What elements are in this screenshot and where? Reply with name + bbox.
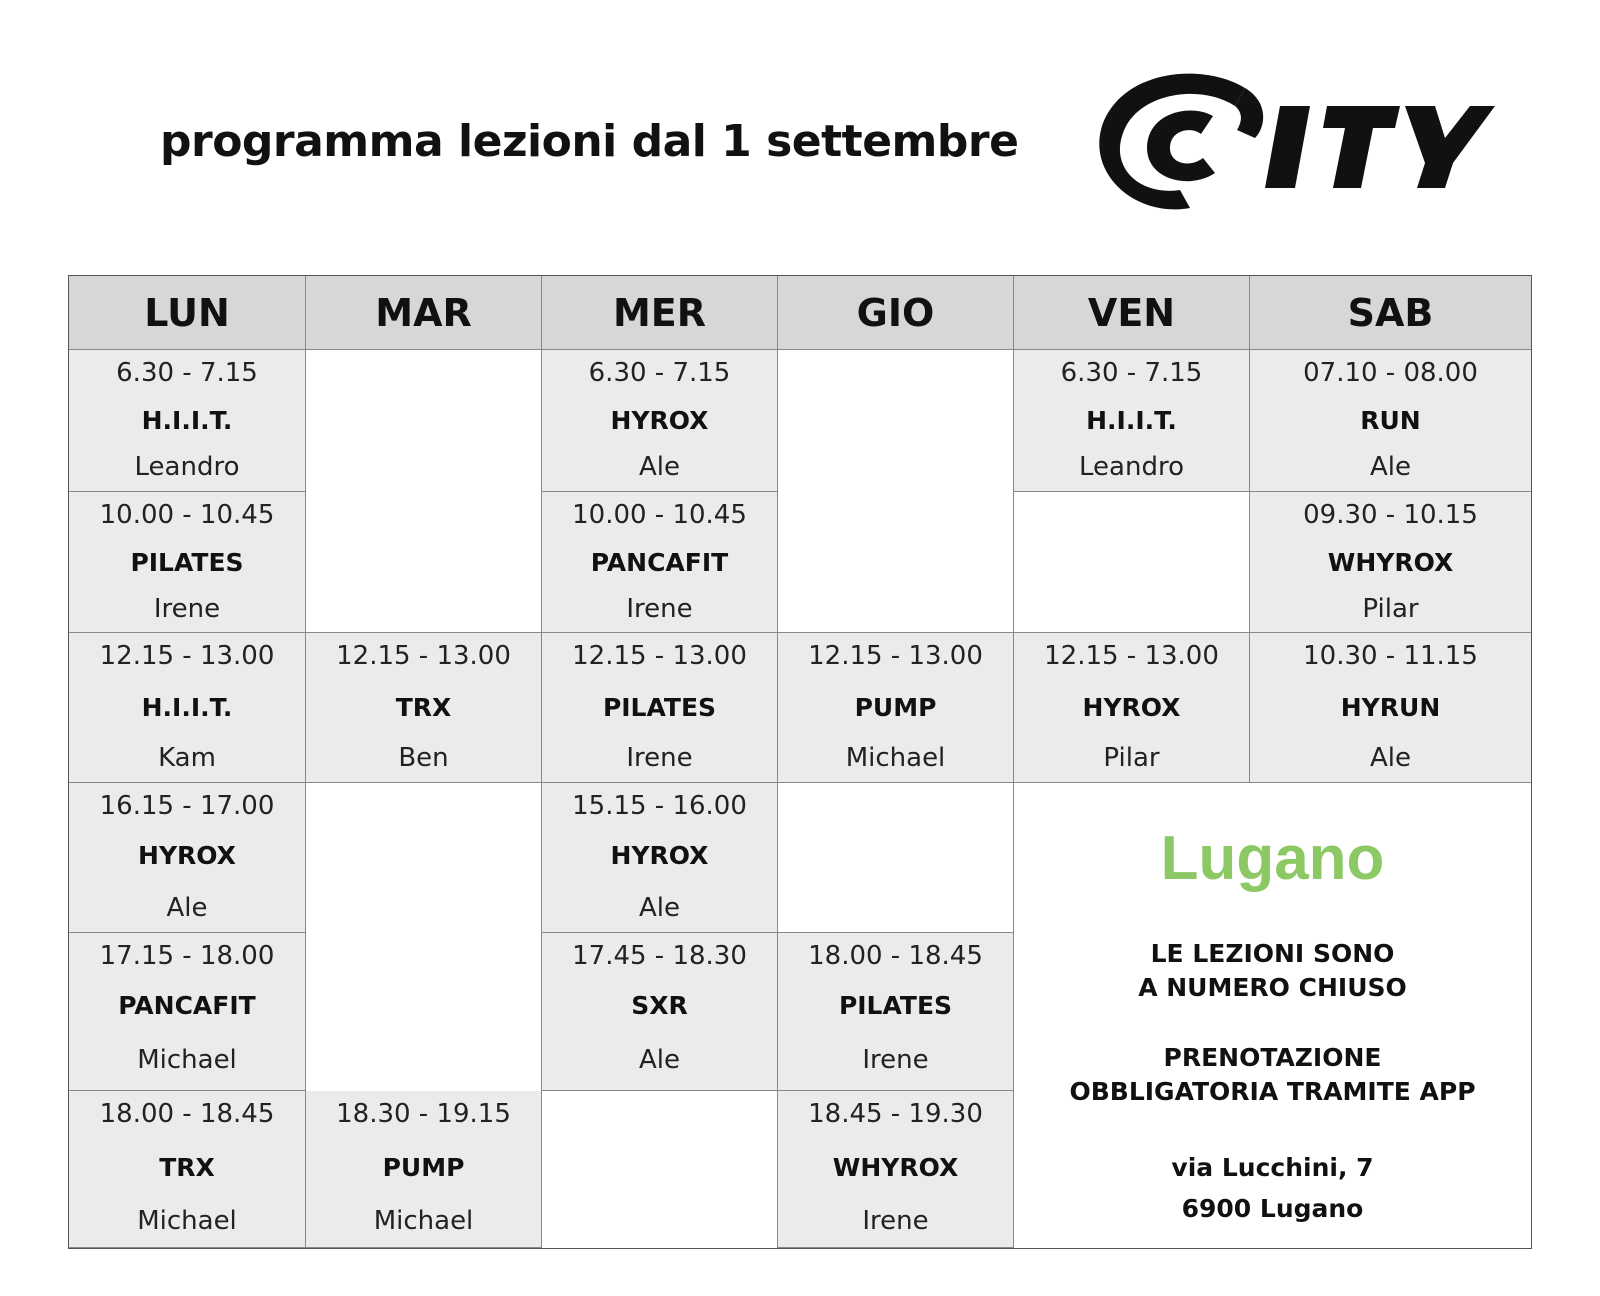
- address-street: via Lucchini, 7: [1171, 1153, 1374, 1182]
- lesson-time: 6.30 - 7.15: [116, 358, 258, 388]
- day-header-lun: LUN: [69, 276, 306, 350]
- lesson-time: 6.30 - 7.15: [1060, 358, 1203, 388]
- lesson-time: 09.30 - 10.15: [1303, 500, 1478, 530]
- lesson-instructor: Ale: [638, 893, 680, 923]
- lesson-instructor: Leandro: [1079, 452, 1184, 482]
- lesson-cell[interactable]: [69, 492, 306, 633]
- lesson-class: PUMP: [854, 693, 937, 722]
- day-header-mer: MER: [542, 276, 778, 350]
- lesson-cell[interactable]: [306, 633, 542, 783]
- lesson-cell[interactable]: [1014, 633, 1250, 783]
- lesson-cell[interactable]: [542, 933, 778, 1091]
- lesson-instructor: Ben: [398, 743, 449, 773]
- lesson-time: 12.15 - 13.00: [336, 641, 511, 671]
- notice-line: LE LEZIONI SONO: [1150, 939, 1395, 968]
- lesson-class: PANCAFIT: [118, 991, 256, 1020]
- lesson-class: H.I.I.T.: [1086, 406, 1177, 435]
- lesson-cell[interactable]: [69, 633, 306, 783]
- lesson-time: 17.45 - 18.30: [572, 941, 747, 971]
- lesson-class: TRX: [159, 1153, 215, 1182]
- lesson-class: HYROX: [1082, 693, 1181, 722]
- lesson-class: PUMP: [382, 1153, 465, 1182]
- lesson-cell[interactable]: [69, 783, 306, 933]
- lesson-cell[interactable]: [306, 1091, 542, 1248]
- lesson-time: 15.15 - 16.00: [572, 791, 747, 821]
- lesson-class: H.I.I.T.: [141, 406, 233, 435]
- city-logo: [1095, 68, 1495, 218]
- lesson-instructor: Ale: [1369, 452, 1411, 482]
- lesson-instructor: Ale: [1369, 743, 1411, 773]
- lesson-class: WHYROX: [1327, 548, 1454, 577]
- lesson-class: PILATES: [130, 548, 244, 577]
- day-header-gio: GIO: [778, 276, 1014, 350]
- lesson-instructor: Irene: [626, 594, 693, 624]
- lesson-time: 10.30 - 11.15: [1303, 641, 1478, 671]
- lesson-time: 12.15 - 13.00: [808, 641, 983, 671]
- lesson-cell[interactable]: [542, 492, 778, 633]
- lesson-cell[interactable]: [778, 633, 1014, 783]
- lesson-instructor: Michael: [373, 1206, 474, 1236]
- lesson-time: 17.15 - 18.00: [99, 941, 275, 971]
- day-header-ven: VEN: [1014, 276, 1250, 350]
- lesson-instructor: Irene: [862, 1045, 929, 1075]
- address-city: 6900 Lugano: [1181, 1194, 1364, 1223]
- lesson-class: SXR: [631, 991, 688, 1020]
- lesson-cell[interactable]: [1250, 492, 1531, 633]
- day-header-sab: SAB: [1250, 276, 1531, 350]
- lesson-time: 07.10 - 08.00: [1303, 358, 1478, 388]
- lesson-cell[interactable]: [1250, 633, 1531, 783]
- lesson-cell[interactable]: [1250, 350, 1531, 492]
- info-panel: [1014, 783, 1531, 1248]
- lesson-class: HYROX: [610, 841, 709, 870]
- lesson-instructor: Pilar: [1362, 594, 1419, 624]
- lesson-cell[interactable]: [542, 783, 778, 933]
- schedule-table: [68, 275, 1532, 1249]
- lesson-instructor: Irene: [862, 1206, 929, 1236]
- lesson-class: HYRUN: [1340, 693, 1441, 722]
- lesson-class: HYROX: [610, 406, 709, 435]
- lesson-class: H.I.I.T.: [141, 693, 233, 722]
- lesson-cell[interactable]: [1014, 350, 1250, 492]
- lesson-class: HYROX: [138, 841, 236, 870]
- lesson-class: PILATES: [838, 991, 953, 1020]
- lesson-cell[interactable]: [778, 1091, 1014, 1248]
- lesson-class: RUN: [1360, 406, 1421, 435]
- lesson-time: 18.00 - 18.45: [99, 1099, 275, 1129]
- lesson-time: 10.00 - 10.45: [572, 500, 747, 530]
- lesson-time: 12.15 - 13.00: [1044, 641, 1219, 671]
- lesson-cell[interactable]: [69, 1091, 306, 1248]
- notice-line: A NUMERO CHIUSO: [1138, 973, 1407, 1002]
- lesson-time: 12.15 - 13.00: [99, 641, 275, 671]
- lesson-class: WHYROX: [832, 1153, 959, 1182]
- location-name: Lugano: [1160, 824, 1385, 893]
- lesson-instructor: Michael: [137, 1206, 237, 1236]
- lesson-time: 10.00 - 10.45: [99, 500, 275, 530]
- lesson-time: 6.30 - 7.15: [588, 358, 731, 388]
- lesson-instructor: Ale: [638, 1045, 680, 1075]
- lesson-instructor: Ale: [638, 452, 680, 482]
- lesson-time: 18.45 - 19.30: [808, 1099, 983, 1129]
- lesson-instructor: Leandro: [134, 452, 240, 482]
- lesson-cell[interactable]: [778, 933, 1014, 1091]
- lesson-time: 12.15 - 13.00: [572, 641, 747, 671]
- lesson-cell[interactable]: [542, 633, 778, 783]
- lesson-instructor: Kam: [158, 743, 216, 773]
- lesson-class: PANCAFIT: [590, 548, 729, 577]
- lesson-class: PILATES: [602, 693, 717, 722]
- lesson-instructor: Irene: [153, 594, 221, 624]
- lesson-cell[interactable]: [69, 933, 306, 1091]
- day-header-mar: MAR: [306, 276, 542, 350]
- page-title: programma lezioni dal 1 settembre: [160, 116, 1019, 167]
- lesson-time: 16.15 - 17.00: [99, 791, 275, 821]
- lesson-instructor: Michael: [137, 1045, 237, 1075]
- lesson-cell[interactable]: [69, 350, 306, 492]
- booking-line: OBBLIGATORIA TRAMITE APP: [1069, 1077, 1476, 1106]
- lesson-time: 18.30 - 19.15: [336, 1099, 511, 1129]
- lesson-instructor: Irene: [626, 743, 693, 773]
- lesson-instructor: Michael: [845, 743, 946, 773]
- booking-line: PRENOTAZIONE: [1163, 1043, 1382, 1072]
- lesson-time: 18.00 - 18.45: [808, 941, 983, 971]
- lesson-class: TRX: [395, 693, 452, 722]
- lesson-cell[interactable]: [542, 350, 778, 492]
- lesson-instructor: Ale: [166, 893, 208, 923]
- lesson-instructor: Pilar: [1103, 743, 1160, 773]
- city-logo-icon: [1095, 68, 1495, 218]
